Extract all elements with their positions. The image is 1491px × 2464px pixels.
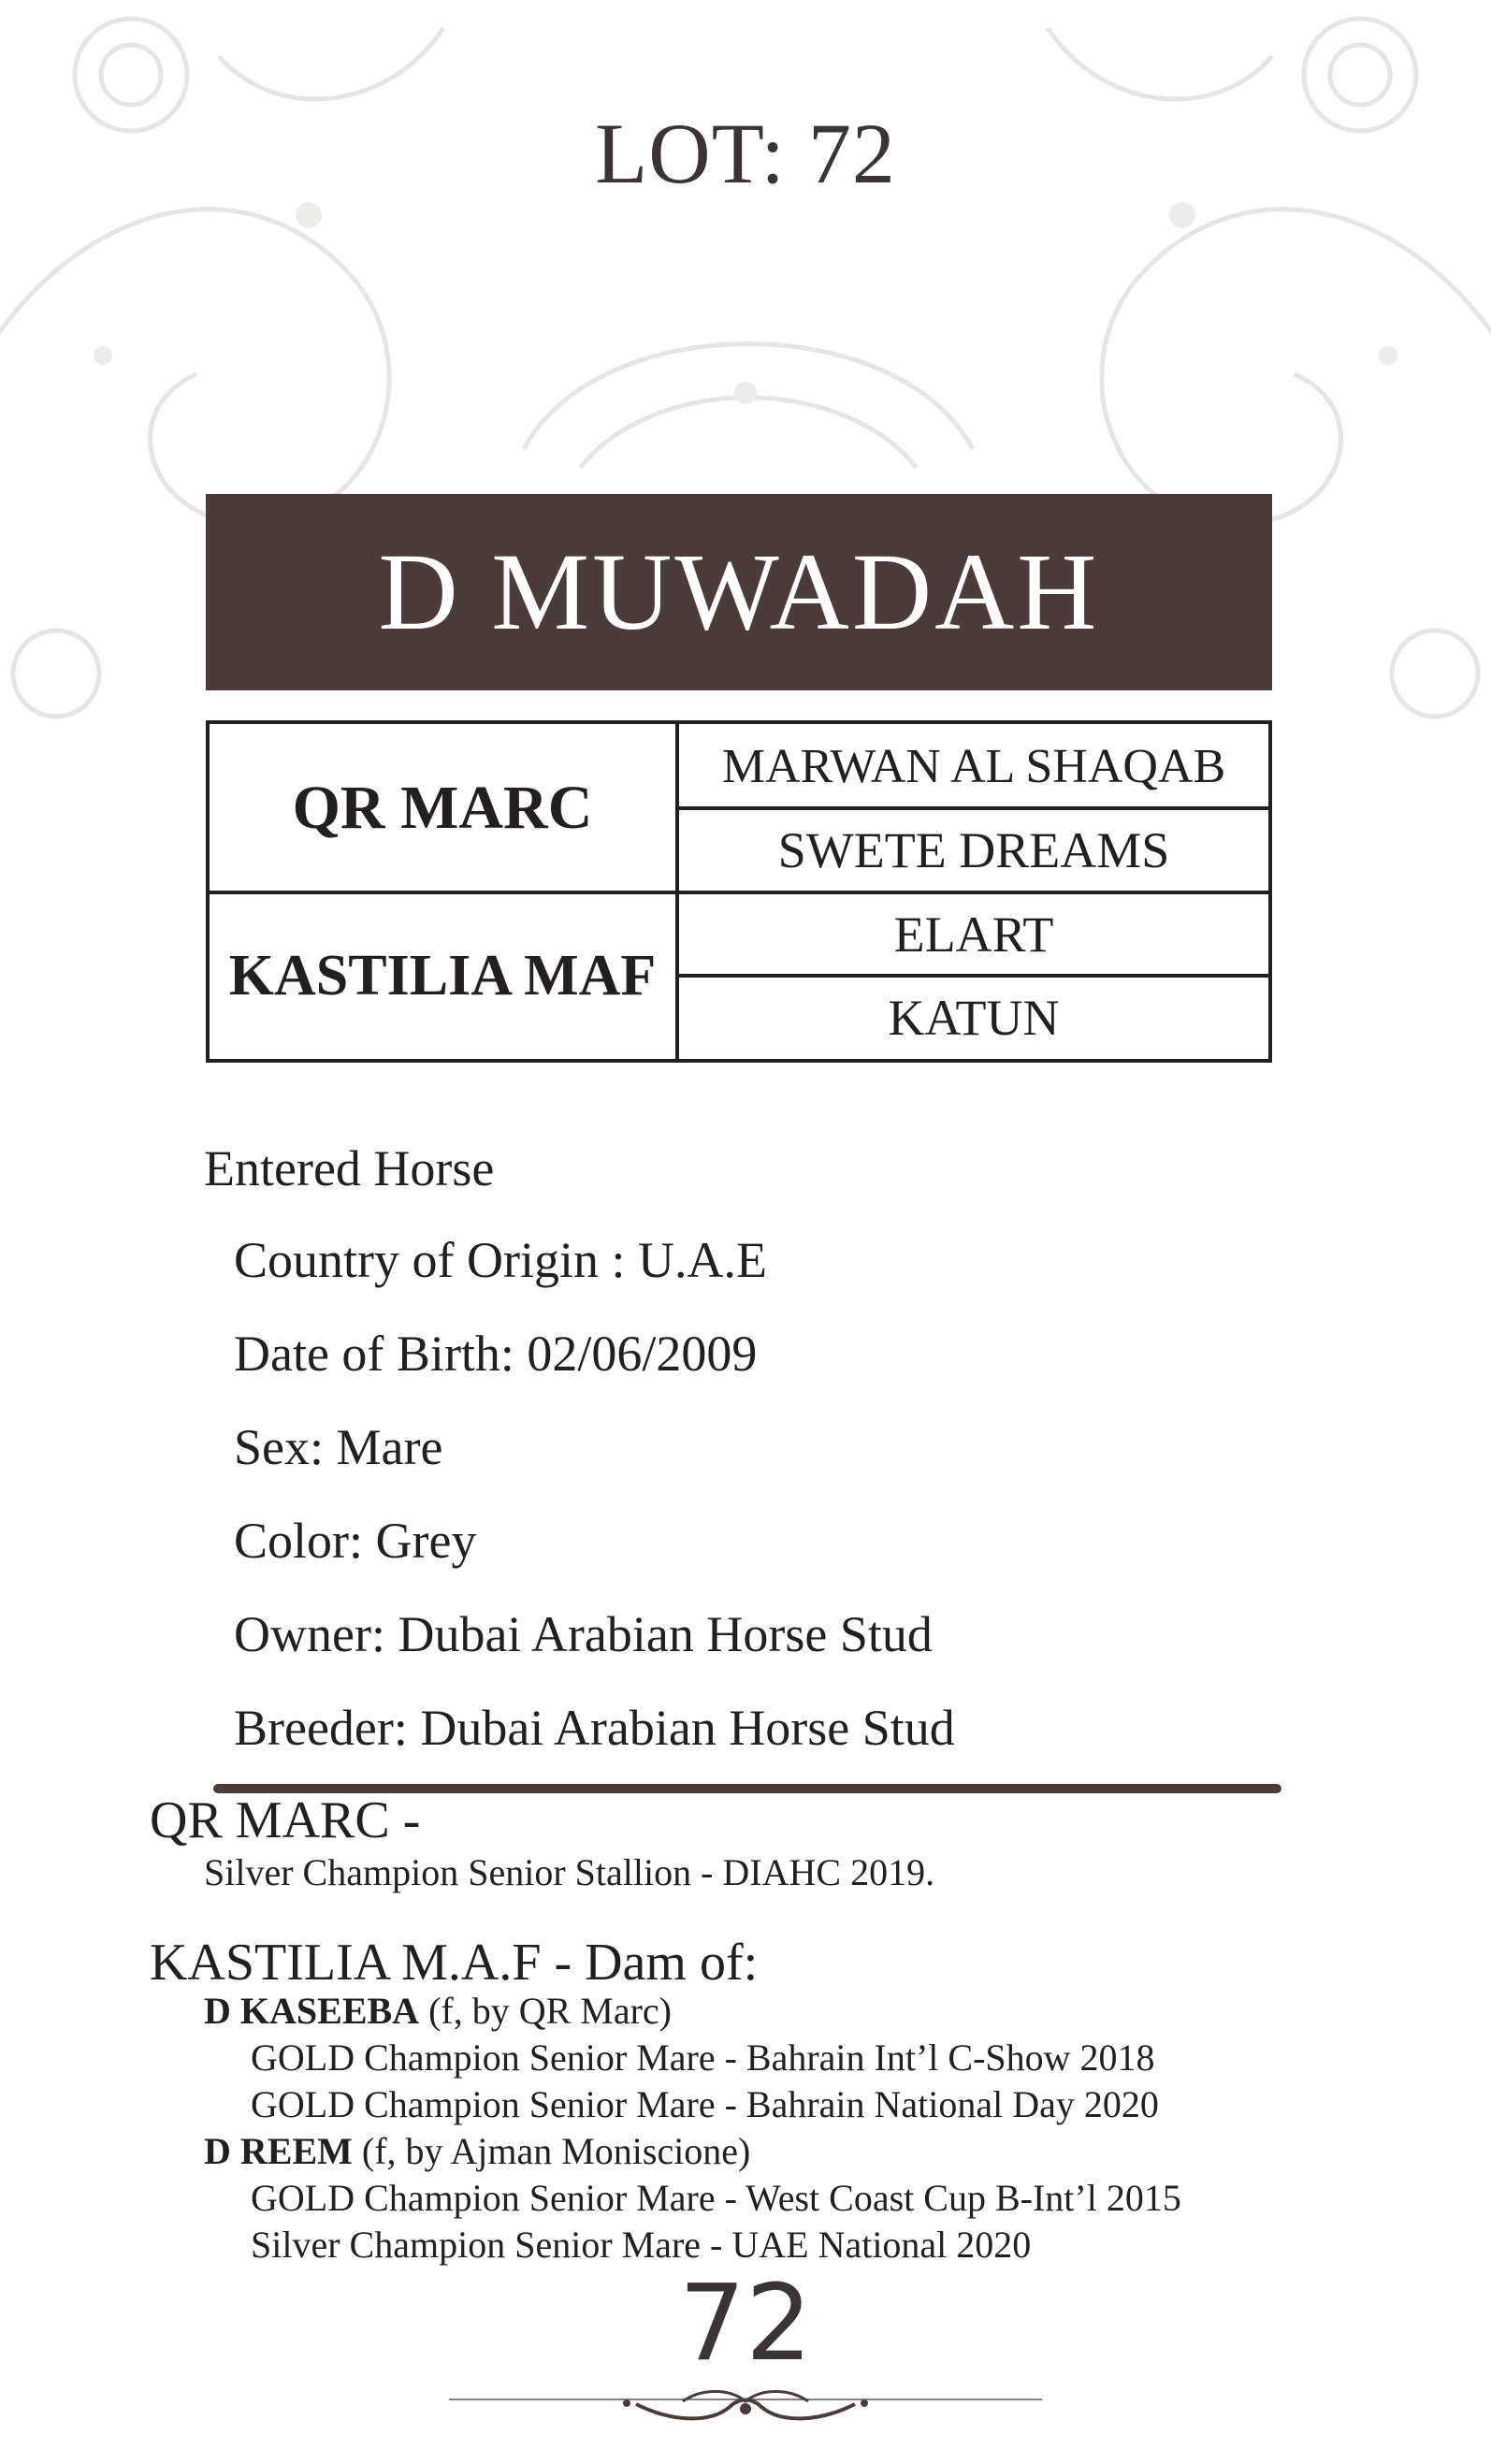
owner: Owner: Dubai Arabian Horse Stud: [234, 1606, 933, 1662]
page-number: 72: [678, 2263, 813, 2384]
offspring-detail: (f, by Ajman Moniscione): [352, 2130, 751, 2172]
color: Color: Grey: [234, 1513, 477, 1569]
footer-ornament: [449, 2381, 1042, 2428]
offspring-name: D REEM: [204, 2130, 353, 2172]
entered-horse-heading: Entered Horse: [204, 1140, 495, 1196]
offspring-award: GOLD Champion Senior Mare - Bahrain Int’l C-Show 2018: [251, 2036, 1155, 2079]
pedigree-table: [206, 720, 1272, 1063]
offspring-entry: [204, 1989, 672, 2033]
breeder: Breeder: Dubai Arabian Horse Stud: [234, 1700, 955, 1756]
offspring-name: D KASEEBA: [204, 1990, 420, 2032]
offspring-detail: (f, by QR Marc): [419, 1990, 672, 2032]
sex: Sex: Mare: [234, 1419, 443, 1475]
pedigree-dam: KASTILIA MAF: [228, 943, 657, 1007]
offspring-entry: [204, 2129, 750, 2173]
pedigree-divider: [679, 974, 1268, 978]
offspring-award: GOLD Champion Senior Mare - West Coast Cup B-Int’l 2015: [251, 2177, 1181, 2219]
pedigree-divider: [679, 806, 1268, 810]
horse-name-banner: D MUWADAH: [206, 494, 1272, 690]
date-of-birth: Date of Birth: 02/06/2009: [234, 1326, 758, 1382]
dam-section-heading: KASTILIA M.A.F - Dam of:: [150, 1934, 759, 1992]
country-of-origin: Country of Origin : U.A.E: [234, 1232, 767, 1288]
offspring-award: GOLD Champion Senior Mare - Bahrain National Day 2020: [251, 2083, 1159, 2125]
offspring-award: Silver Champion Senior Mare - UAE National 2020: [251, 2224, 1032, 2266]
pedigree-dam-dam: KATUN: [888, 989, 1060, 1046]
lot-title: LOT: 72: [595, 106, 896, 201]
pedigree-sire: QR MARC: [292, 774, 593, 842]
sire-award: Silver Champion Senior Stallion - DIAHC 2019.: [204, 1851, 935, 1893]
pedigree-dam-sire: ELART: [893, 906, 1054, 963]
sire-section-heading: QR MARC -: [150, 1791, 421, 1849]
pedigree-sire-dam: SWETE DREAMS: [777, 822, 1170, 878]
pedigree-divider: [210, 891, 1268, 894]
pedigree-sire-sire: MARWAN AL SHAQAB: [721, 739, 1226, 793]
